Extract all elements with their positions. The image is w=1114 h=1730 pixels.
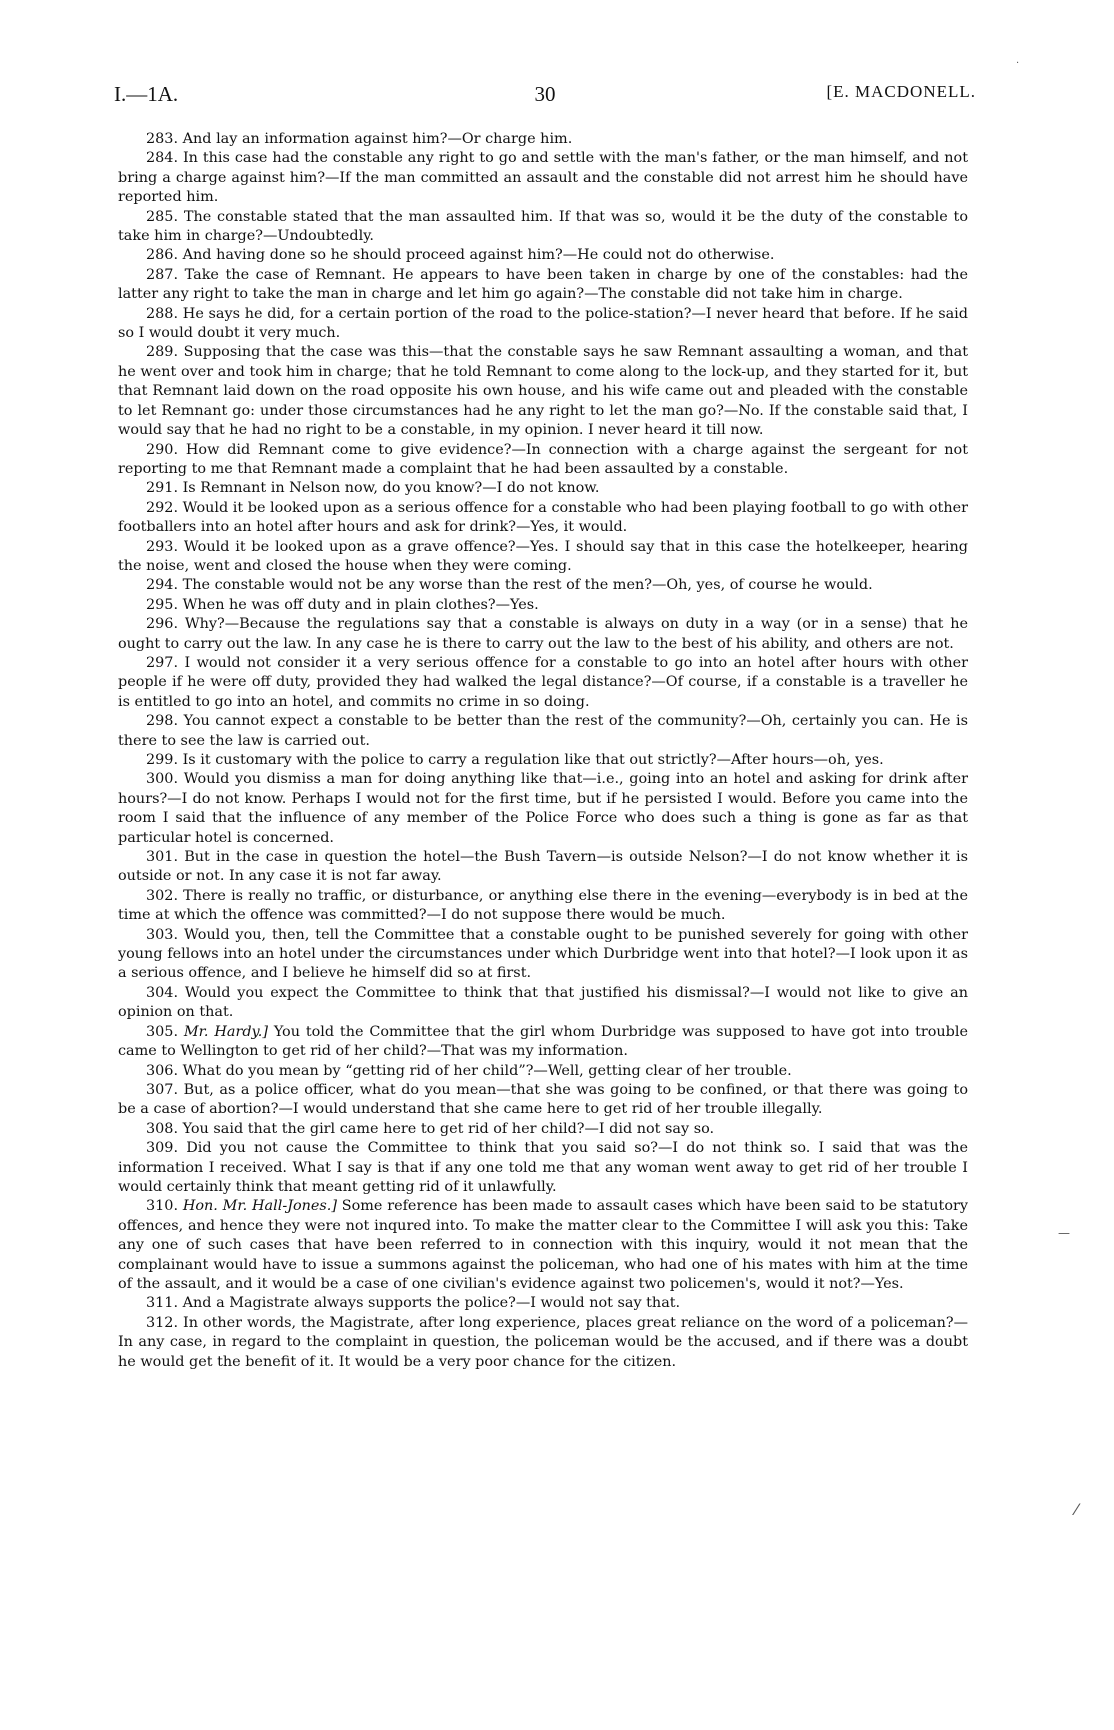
question-answer-text: There is really no traffic, or disturbance, or anything else there in the evening—everybody is in bed at the time at which the offence was committed?—I do not suppose there would be much. [118, 887, 968, 924]
question-paragraph [118, 266, 968, 305]
header-page-number: 30 [534, 82, 556, 106]
question-answer-text: The constable would not be any worse than the rest of the men?—Oh, yes, of course he would. [182, 577, 873, 594]
question-paragraph [118, 1294, 968, 1313]
question-paragraph [118, 576, 968, 595]
question-answer-text: I would not consider it a very serious offence for a constable to go into an hotel after hours with other people if he were off duty, provided they had walked the legal distance?—Of course, if a constable is a traveller he is entitled to go into an hotel, and commits no crime in so doing. [118, 654, 968, 710]
question-answer-text: Would you dismiss a man for doing anything like that—i.e., going into an hotel and asking for drink after hours?—I do not know. Perhaps I would not for the first time, but if he persisted I would. Before you came into the room I said that the influence of any member of the Police Force who does such a thing is gone as far as that particular hotel is concerned. [118, 771, 969, 846]
question-number: 297. [146, 654, 179, 671]
question-paragraph [118, 1139, 968, 1197]
question-number: 284. [146, 150, 179, 167]
question-number: 304. [146, 984, 179, 1001]
question-answer-text: But in the case in question the hotel—the Bush Tavern—is outside Nelson?—I do not know whether it is outside or not. In any case it is not far away. [118, 849, 968, 885]
question-answer-text: How did Remnant come to give evidence?—In connection with a charge against the sergeant for not reporting to me that Remnant made a complaint that he had been assaulted by a constable. [118, 441, 968, 477]
question-answer-text: You cannot expect a constable to be better than the rest of the community?—Oh, certainly you can. He is there to see the law is carried out. [118, 713, 968, 749]
question-number: 305. [146, 1023, 179, 1040]
question-answer-text: And having done so he should proceed against him?—He could not do otherwise. [182, 247, 775, 264]
question-paragraph [118, 246, 968, 265]
question-number: 311. [146, 1295, 179, 1312]
question-number: 299. [146, 752, 179, 768]
question-number: 296. [146, 616, 179, 633]
question-number: 300. [146, 771, 179, 788]
question-paragraph [118, 848, 968, 887]
question-number: 286. [146, 247, 179, 264]
question-paragraph [118, 926, 968, 984]
question-paragraph [118, 1081, 968, 1120]
question-number: 298. [146, 713, 179, 730]
evidence-text [118, 130, 968, 1372]
question-answer-text: When he was off duty and in plain clothes?—Yes. [182, 596, 539, 613]
question-number: 307. [146, 1081, 179, 1098]
question-number: 308. [146, 1120, 179, 1137]
question-answer-text: Some reference has been made to assault cases which have been said to be statutory offences, and hence they were not inqured into. To make the matter clear to the Committee I will ask you this: Take any one of such cases that have been referred to in connection with this inquiry, would it not mean that the complainant would have to issue a summons against the policeman, who had one of his mates with him at the time of the assault, and it would be a case of one civilian's evidence against two policemen's, would it not?—Yes. [118, 1198, 968, 1292]
question-paragraph [118, 479, 968, 498]
question-paragraph [118, 1023, 968, 1062]
question-paragraph [118, 208, 968, 247]
question-answer-text: Why?—Because the regulations say that a constable is always on duty in a way (or in a sense) that he ought to carry out the law. In any case he is there to carry out the law to the best of his ability, and others are not. [118, 616, 968, 652]
question-paragraph [118, 538, 968, 577]
question-answer-text: The constable stated that the man assaulted him. If that was so, would it be the duty of the constable to take him in charge?—Undoubtedly. [118, 208, 969, 245]
question-answer-text: Did you not cause the Committee to think that you said so?—I do not think so. I said that was the information I received. What I say is that if any one told me that any woman went away to get rid of her trouble I would certainly think that meant getting rid of it unlawfully. [118, 1140, 968, 1195]
question-number: 290. [146, 441, 179, 458]
question-paragraph [118, 770, 968, 848]
question-paragraph [118, 654, 968, 712]
question-number: 294. [146, 577, 179, 594]
question-number: 288. [146, 305, 179, 322]
question-number: 292. [146, 499, 179, 516]
page-header [114, 82, 976, 112]
question-paragraph [118, 343, 968, 440]
margin-tick-mark: ⁄ [1075, 1500, 1078, 1519]
question-answer-text: In this case had the constable any right to go and settle with the man's father, or the man himself, and not bring a charge against him?—If the man committed an assault and the constable did not arrest him he should have reported him. [118, 150, 968, 206]
question-paragraph [118, 1314, 968, 1372]
question-answer-text: Supposing that the case was this—that the constable says he saw Remnant assaulting a woman, and that he went over and took him in charge; that he told Remnant to come along to the lock-up, and they started for it, but that Remnant laid down on the road opposite his own house, and his wife came out and pleaded with the constable to let Remnant go: under those circumstances had he any right to let the man go?—No. If the constable said that, I would say that he had no right to be a constable, in my opinion. I never heard it till now. [118, 344, 968, 439]
question-paragraph [118, 615, 968, 654]
question-number: 283. [146, 131, 179, 147]
question-answer-text: Take the case of Remnant. He appears to have been taken in charge by one of the constables: had the latter any right to take the man in charge and let him go again?—The constable did not take him in charge. [118, 266, 968, 303]
question-answer-text: And lay an information against him?—Or charge him. [182, 131, 573, 147]
question-answer-text: You said that the girl came here to get rid of her child?—I did not say so. [182, 1120, 715, 1137]
question-paragraph [118, 1120, 968, 1139]
question-number: 312. [146, 1314, 179, 1331]
question-number: 287. [146, 266, 179, 283]
question-answer-text: Would it be looked upon as a serious offence for a constable who had been playing football to go with other footballers into an hotel after hours and ask for drink?—Yes, it would. [118, 499, 969, 536]
question-paragraph [118, 712, 968, 751]
speaker-name: Hon. Mr. Hall-Jones.] [182, 1198, 337, 1215]
question-number: 302. [146, 887, 179, 904]
margin-scratch-mark: — [1058, 1226, 1070, 1240]
question-answer-text: In other words, the Magistrate, after long experience, places great reliance on the word of a policeman?—In any case, in regard to the complaint in question, the policeman would be the accused, and if there was a doubt he would get the benefit of it. It would be a very poor chance for the citizen. [118, 1314, 968, 1370]
question-answer-text: You told the Committee that the girl whom Durbridge was supposed to have got into trouble came to Wellington to get rid of her child?—That was my information. [118, 1023, 969, 1060]
question-paragraph [118, 984, 968, 1023]
header-paper-number: I.—1A. [114, 82, 179, 106]
question-answer-text: Is it customary with the police to carry a regulation like that out strictly?—After hours—oh, yes. [182, 752, 884, 768]
question-paragraph [118, 596, 968, 615]
question-paragraph [118, 751, 968, 770]
question-paragraph [118, 1062, 968, 1081]
question-answer-text: What do you mean by “getting rid of her child”?—Well, getting clear of her trouble. [182, 1062, 792, 1079]
question-number: 285. [146, 208, 179, 225]
question-number: 310. [146, 1198, 179, 1215]
question-paragraph [118, 1197, 968, 1294]
question-number: 306. [146, 1062, 179, 1079]
question-paragraph [118, 305, 968, 344]
margin-speck-mark: · [1016, 58, 1020, 69]
question-answer-text: He says he did, for a certain portion of the road to the police-station?—I never heard that before. If he said so I would doubt it very much. [118, 305, 968, 342]
question-answer-text: But, as a police officer, what do you mean—that she was going to be confined, or that there was going to be a case of abortion?—I would understand that she came here to get rid of her trouble illegally. [118, 1081, 968, 1118]
question-number: 301. [146, 849, 179, 866]
question-paragraph [118, 130, 968, 149]
question-answer-text: Would you expect the Committee to think that that justified his dismissal?—I would not like to give an opinion on that. [118, 984, 969, 1021]
question-number: 289. [146, 344, 179, 361]
question-answer-text: And a Magistrate always supports the police?—I would not say that. [182, 1295, 681, 1312]
question-paragraph [118, 441, 968, 480]
question-number: 291. [146, 480, 179, 497]
question-number: 303. [146, 926, 179, 943]
question-answer-text: Is Remnant in Nelson now, do you know?—I do not know. [182, 480, 600, 497]
speaker-name: Mr. Hardy.] [183, 1023, 268, 1040]
question-paragraph [118, 887, 968, 926]
question-number: 293. [146, 538, 179, 555]
question-paragraph [118, 149, 968, 207]
question-number: 295. [146, 596, 179, 613]
question-paragraph [118, 499, 968, 538]
question-answer-text: Would you, then, tell the Committee that a constable ought to be punished severely for going with other young fellows into an hotel under the circumstances under which Durbridge went into that hotel?—I look upon it as a serious offence, and I believe he himself did so at first. [118, 926, 968, 982]
header-witness-name: [E. MACDONELL. [826, 82, 976, 101]
question-number: 309. [146, 1140, 179, 1157]
question-answer-text: Would it be looked upon as a grave offence?—Yes. I should say that in this case the hotelkeeper, hearing the noise, went and closed the house when they were coming. [118, 538, 968, 574]
